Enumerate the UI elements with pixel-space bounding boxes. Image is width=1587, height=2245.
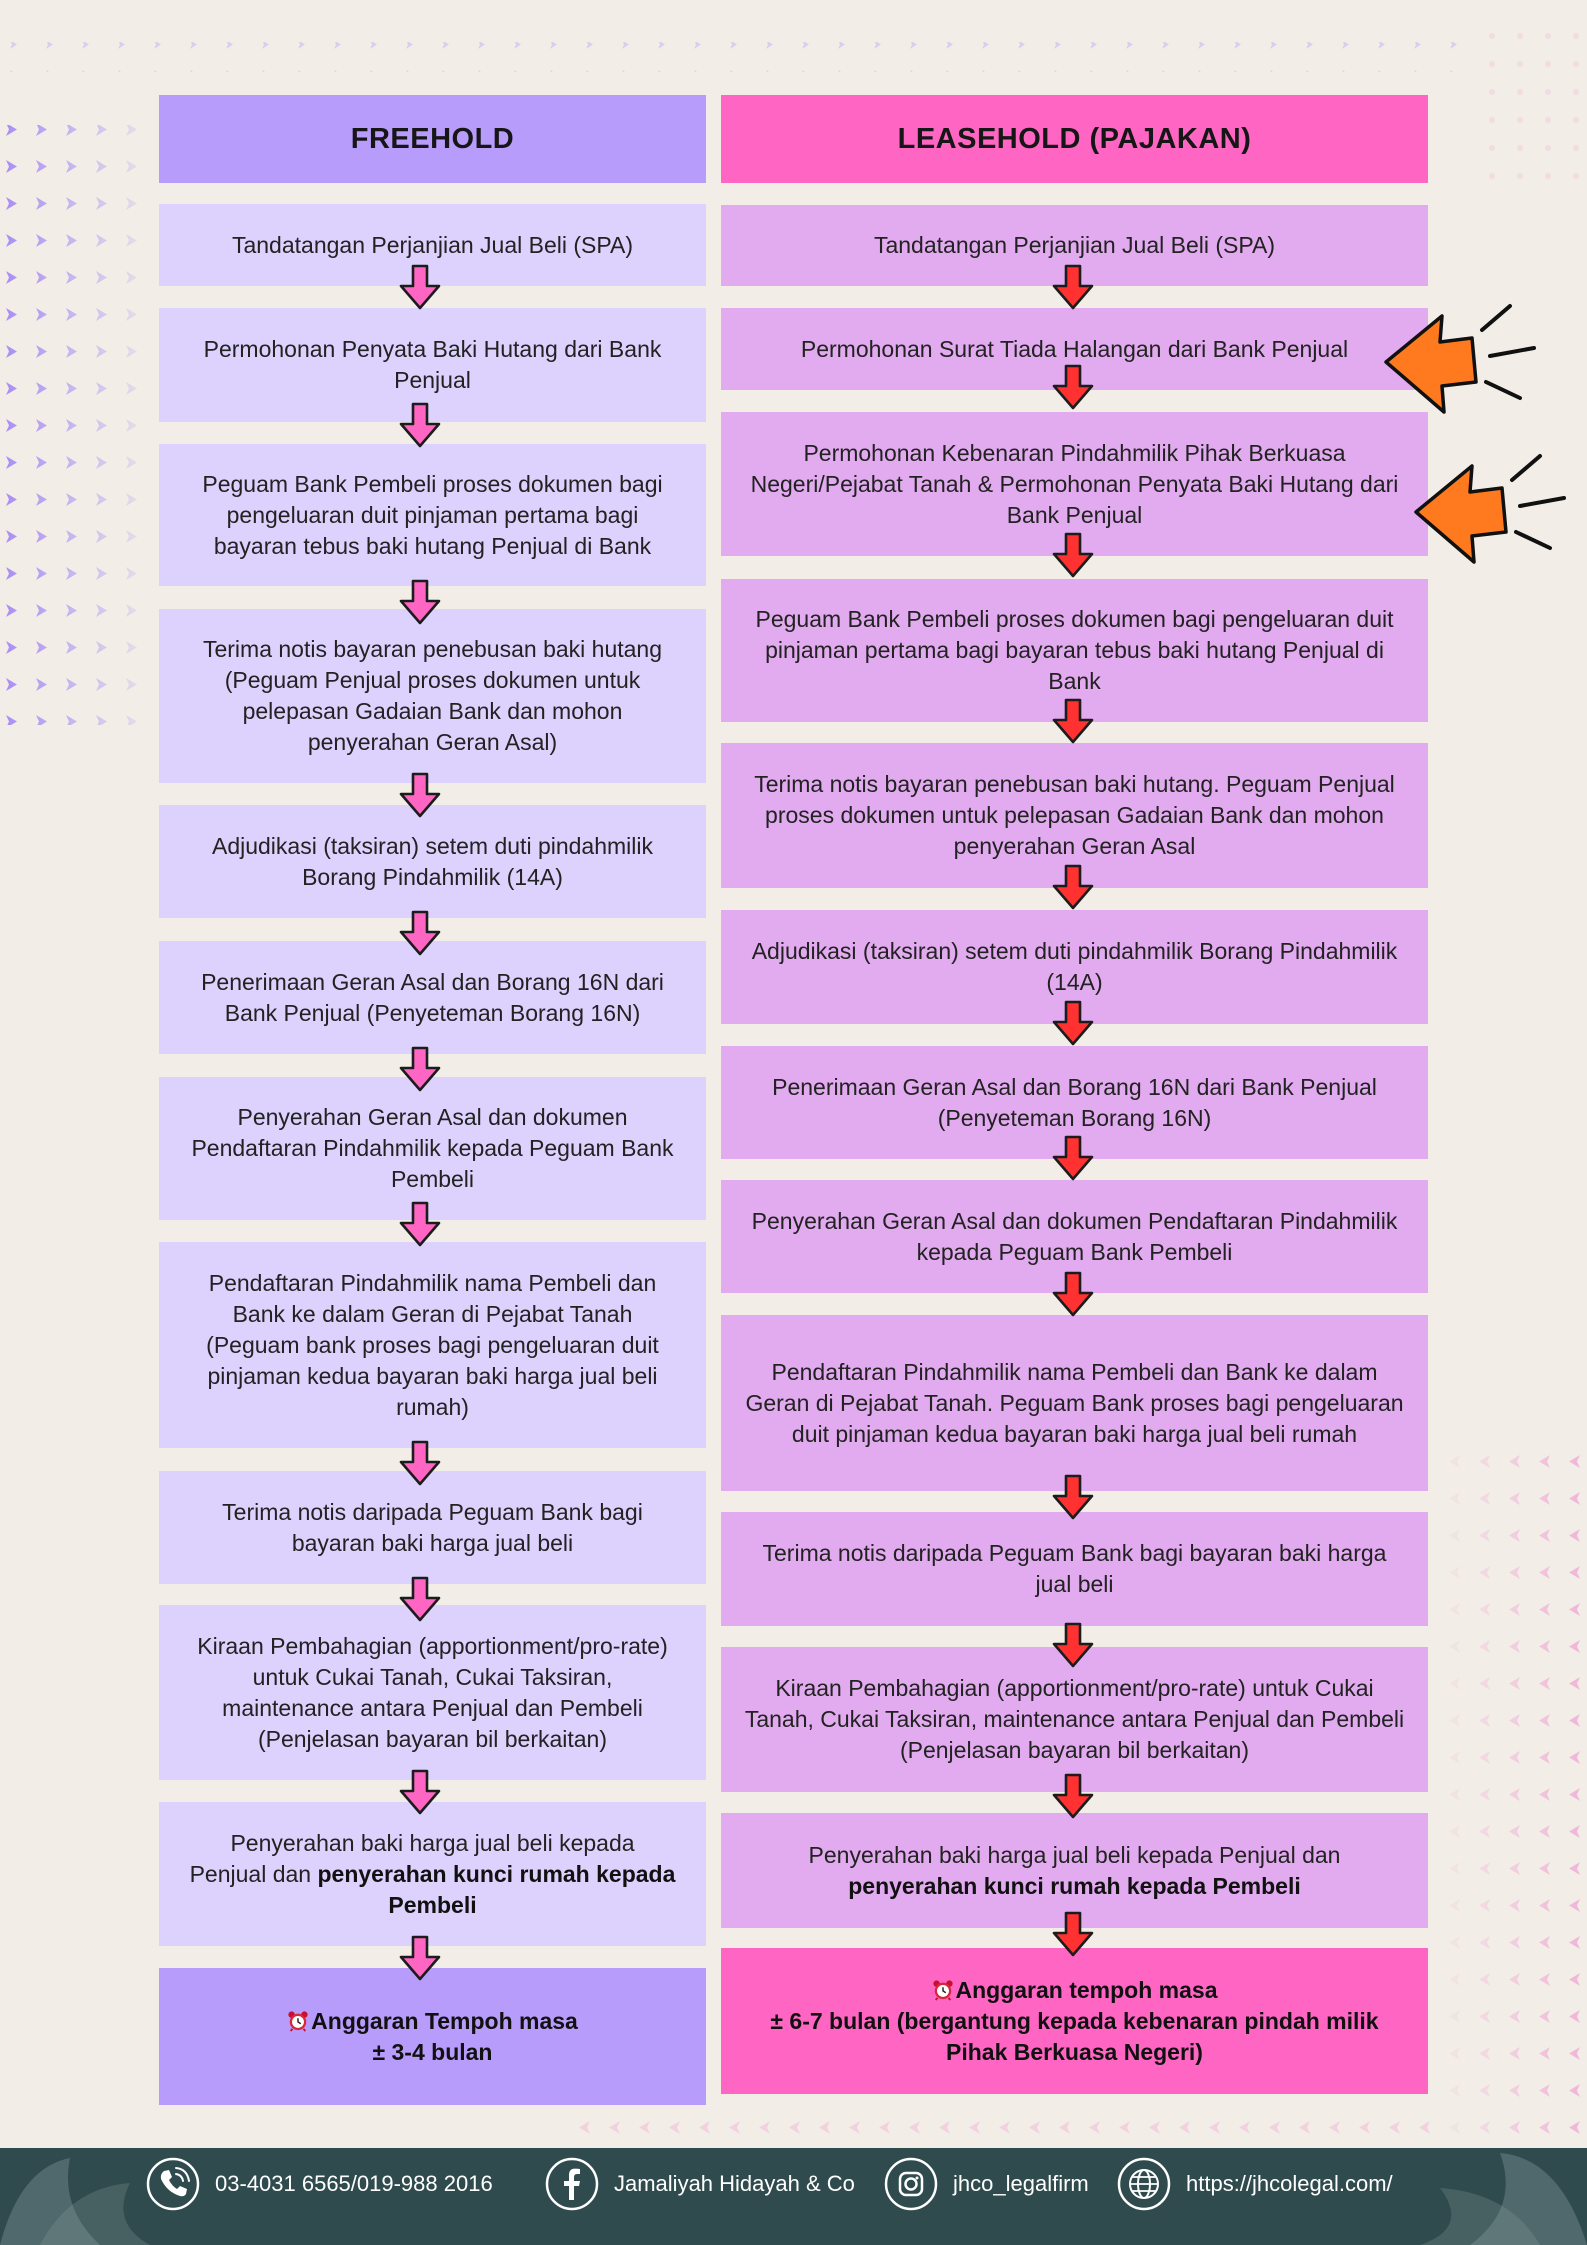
down-arrow-icon xyxy=(398,1935,442,1981)
duration-value: ± 6-7 bulan (bergantung kepada kebenaran pindah milik Pihak Berkuasa Negeri) xyxy=(770,2007,1379,2065)
duration-title xyxy=(932,1975,1218,2006)
freehold-duration-box xyxy=(159,1968,706,2105)
down-arrow-icon xyxy=(1051,698,1095,744)
footer-instagram xyxy=(883,2156,1089,2212)
down-arrow-icon xyxy=(1051,532,1095,578)
step-text: Permohonan Penyata Baki Hutang dari Bank Penjual xyxy=(203,336,662,393)
step-text: Penerimaan Geran Asal dan Borang 16N dari Bank Penjual (Penyeteman Borang 16N) xyxy=(772,1073,1377,1131)
step-text: Tandatangan Perjanjian Jual Beli (SPA) xyxy=(873,232,1276,258)
freehold-step-6 xyxy=(159,941,706,1054)
step-text: Peguam Bank Pembeli proses dokumen bagi pengeluaran duit pinjaman pertama bagi bayaran tebus baki hutang Penjual di Bank xyxy=(202,470,663,559)
down-arrow-icon xyxy=(1051,1911,1095,1957)
down-arrow-icon xyxy=(1051,1773,1095,1819)
down-arrow-icon xyxy=(398,264,442,310)
step-text-bold: penyerahan kunci rumah kepada Pembeli xyxy=(848,1872,1301,1899)
step-text: Penyerahan Geran Asal dan dokumen Pendaftaran Pindahmilik kepada Peguam Bank Pembeli xyxy=(751,1207,1398,1265)
footer-website xyxy=(1116,2156,1393,2212)
leasehold-step-10 xyxy=(721,1512,1428,1626)
freehold-header: FREEHOLD xyxy=(159,95,706,183)
step-text-bold: penyerahan kunci rumah kepada Pembeli xyxy=(317,1860,676,1918)
step-text: Kiraan Pembahagian (apportionment/pro-rate) untuk Cukai Tanah, Cukai Taksiran, maintenance antara Penjual dan Pembeli (Penjelasan bayaran bil berkaitan) xyxy=(197,1632,668,1752)
globe-icon xyxy=(1116,2156,1172,2212)
down-arrow-icon xyxy=(398,1201,442,1247)
step-text: Pendaftaran Pindahmilik nama Pembeli dan Bank ke dalam Geran di Pejabat Tanah (Peguam bank proses bagi pengeluaran duit pinjaman kedua bayaran baki harga jual beli rumah) xyxy=(206,1269,659,1420)
step-text: Terima notis daripada Peguam Bank bagi bayaran baki harga jual beli xyxy=(762,1540,1387,1597)
step-text: Tandatangan Perjanjian Jual Beli (SPA) xyxy=(231,231,634,258)
leasehold-step-9 xyxy=(721,1315,1428,1491)
down-arrow-icon xyxy=(398,579,442,625)
down-arrow-icon xyxy=(398,402,442,448)
down-arrow-icon xyxy=(398,1046,442,1092)
step-text xyxy=(809,1840,1341,1902)
step-text-regular: Penyerahan baki harga jual beli kepada Penjual dan xyxy=(808,1841,1341,1868)
step-text: Terima notis bayaran penebusan baki hutang (Peguam Penjual proses dokumen untuk pelepasan Gadaian Bank dan mohon penyerahan Geran Asal) xyxy=(202,636,663,755)
step-text: Kiraan Pembahagian (apportionment/pro-rate) untuk Cukai Tanah, Cukai Taksiran, maintenance antara Penjual dan Pembeli (Penjelasan bayaran bil berkaitan) xyxy=(744,1675,1405,1763)
alarm-clock-icon xyxy=(287,2010,309,2032)
duration-title xyxy=(287,2006,578,2037)
phone-number: 03-4031 6565/019-988 2016 xyxy=(215,2171,493,2196)
freehold-step-8 xyxy=(159,1242,706,1448)
down-arrow-icon xyxy=(1051,1622,1095,1668)
footer-facebook xyxy=(544,2156,855,2212)
step-text: Penyerahan Geran Asal dan dokumen Pendaftaran Pindahmilik kepada Peguam Bank Pembeli xyxy=(191,1104,674,1192)
phone-icon xyxy=(145,2156,201,2212)
website-url: https://jhcolegal.com/ xyxy=(1186,2171,1393,2196)
step-text: Permohonan Kebenaran Pindahmilik Pihak Berkuasa Negeri/Pejabat Tanah & Permohonan Penyata Baki Hutang dari Bank Penjual xyxy=(750,439,1399,528)
alarm-clock-icon xyxy=(932,1979,954,2001)
freehold-step-11 xyxy=(159,1802,706,1946)
down-arrow-icon xyxy=(1051,864,1095,910)
down-arrow-icon xyxy=(398,1769,442,1815)
step-text: Terima notis bayaran penebusan baki hutang. Peguam Penjual proses dokumen untuk pelepasan Gadaian Bank dan mohon penyerahan Geran Asal xyxy=(754,771,1395,859)
footer xyxy=(0,2148,1587,2245)
instagram-handle: jhco_legalfirm xyxy=(953,2171,1089,2196)
instagram-icon xyxy=(883,2156,939,2212)
orange-left-arrow-icon xyxy=(1380,290,1550,430)
leasehold-duration-box xyxy=(721,1948,1428,2094)
duration-title-text: Anggaran Tempoh masa xyxy=(311,2007,578,2034)
down-arrow-icon xyxy=(1051,1271,1095,1317)
leasehold-step-11 xyxy=(721,1647,1428,1792)
footer-phone xyxy=(145,2156,493,2212)
down-arrow-icon xyxy=(1051,1135,1095,1181)
leasehold-header: LEASEHOLD (PAJAKAN) xyxy=(721,95,1428,183)
facebook-icon xyxy=(544,2156,600,2212)
orange-left-arrow-icon xyxy=(1410,440,1580,580)
step-text xyxy=(189,1828,676,1921)
freehold-step-3 xyxy=(159,444,706,586)
down-arrow-icon xyxy=(1051,1474,1095,1520)
step-text: Adjudikasi (taksiran) setem duti pindahmilik Borang Pindahmilik (14A) xyxy=(751,938,1398,995)
down-arrow-icon xyxy=(398,910,442,956)
freehold-step-7 xyxy=(159,1077,706,1220)
step-text: Terima notis daripada Peguam Bank bagi bayaran baki harga jual beli xyxy=(222,1498,643,1556)
freehold-step-5 xyxy=(159,805,706,918)
facebook-name: Jamaliyah Hidayah & Co xyxy=(614,2171,855,2196)
step-text: Adjudikasi (taksiran) setem duti pindahmilik Borang Pindahmilik (14A) xyxy=(211,832,654,890)
duration-title-text: Anggaran tempoh masa xyxy=(955,1976,1218,2003)
down-arrow-icon xyxy=(1051,264,1095,310)
step-text: Pendaftaran Pindahmilik nama Pembeli dan Bank ke dalam Geran di Pejabat Tanah. Peguam Bank proses bagi pengeluaran duit pinjaman kedua bayaran baki harga jual beli rumah xyxy=(745,1358,1404,1447)
freehold-step-9 xyxy=(159,1471,706,1584)
down-arrow-icon xyxy=(398,1576,442,1622)
down-arrow-icon xyxy=(398,772,442,818)
freehold-step-4 xyxy=(159,609,706,783)
down-arrow-icon xyxy=(398,1440,442,1486)
step-text: Penerimaan Geran Asal dan Borang 16N dari Bank Penjual (Penyeteman Borang 16N) xyxy=(201,968,664,1026)
step-text-regular: Penyerahan baki harga jual beli kepada Penjual dan xyxy=(189,1829,635,1887)
down-arrow-icon xyxy=(1051,1000,1095,1046)
duration-value: ± 3-4 bulan xyxy=(372,2038,493,2065)
step-text: Permohonan Surat Tiada Halangan dari Bank Penjual xyxy=(800,335,1349,362)
down-arrow-icon xyxy=(1051,364,1095,410)
step-text: Peguam Bank Pembeli proses dokumen bagi pengeluaran duit pinjaman pertama bagi bayaran tebus baki hutang Penjual di Bank xyxy=(755,606,1394,694)
freehold-step-10 xyxy=(159,1605,706,1780)
